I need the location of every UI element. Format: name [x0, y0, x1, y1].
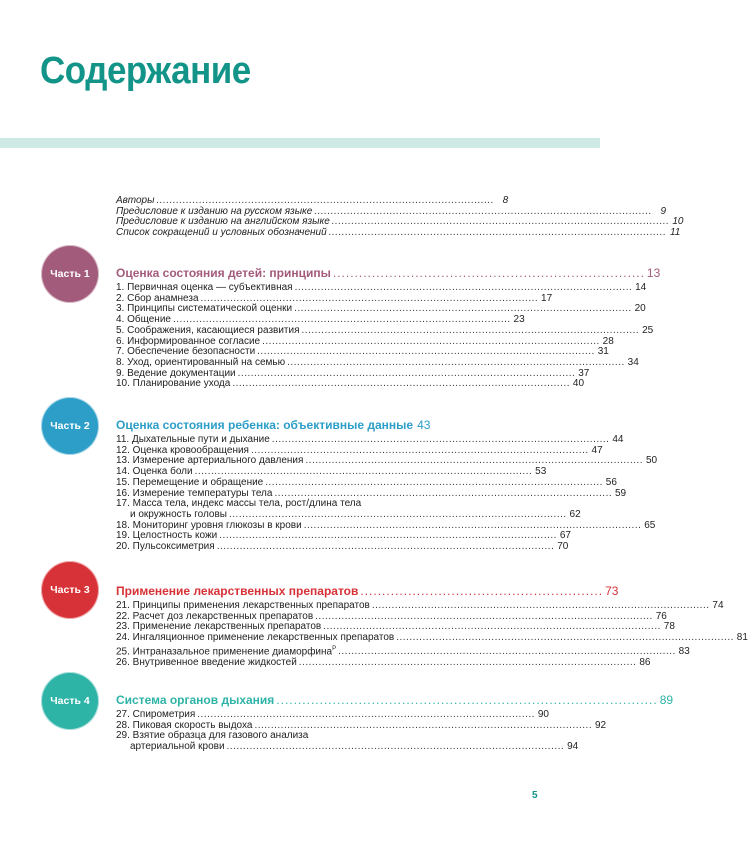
toc-entry[interactable]: 9. Ведение документации ....................................................................................................... 37: [116, 367, 590, 379]
toc-entry[interactable]: 18. Мониторинг уровня глюкозы в крови ....................................................................................................... 65: [116, 519, 656, 531]
toc-entry[interactable]: 12. Оценка кровообращения ....................................................................................................... 47: [116, 444, 603, 456]
toc-entry[interactable]: 19. Целостность кожи ....................................................................................................... 67: [116, 530, 571, 542]
toc-entry[interactable]: 1. Первичная оценка — субъективная ....................................................................................................... 14: [116, 282, 647, 293]
toc-entry[interactable]: 4. Общение ....................................................................................................... 23: [116, 314, 525, 326]
toc-entry-line1[interactable]: 29. Взятие образца для газового анализа: [116, 730, 309, 742]
title-band: [0, 138, 600, 148]
toc-entry[interactable]: 20. Пульсоксиметрия ....................................................................................................... 70: [116, 541, 569, 553]
part-3-badge[interactable]: Часть 3: [41, 561, 99, 619]
part-4-section: [116, 693, 674, 753]
toc-entry[interactable]: 27. Спирометрия ....................................................................................................... 90: [116, 709, 549, 720]
toc-entry[interactable]: Предисловие к изданию на английском языке ....................................................................................................... 10: [116, 216, 684, 228]
part-1-badge[interactable]: Часть 1: [41, 245, 99, 303]
part-3-section: [116, 584, 748, 669]
toc-entry[interactable]: 11. Дыхательные пути и дыхание ....................................................................................................... 44: [116, 434, 624, 445]
part-3-heading[interactable]: Применение лекарственных препаратов ........................................................ 73: [116, 584, 619, 598]
part-2-section: [116, 418, 658, 553]
toc-entry[interactable]: 3. Принципы систематической оценки ....................................................................................................... 20: [116, 303, 646, 315]
part-1-heading[interactable]: Оценка состояния детей: принципы ........................................................................ 13: [116, 266, 661, 280]
toc-entry[interactable]: 15. Перемещение и обращение ....................................................................................................... 56: [116, 476, 617, 488]
part-2-heading[interactable]: Оценка состояния ребенка: объективные данные 43: [116, 418, 431, 432]
toc-entry[interactable]: 8. Уход, ориентированный на семью ....................................................................................................... 34: [116, 356, 639, 368]
toc-entry[interactable]: 7. Обеспечение безопасности ....................................................................................................... 31: [116, 346, 609, 358]
toc-entry[interactable]: 24. Ингаляционное применение лекарственных препаратов ....................................................................................................... 81: [116, 632, 748, 644]
part-4-badge[interactable]: Часть 4: [41, 672, 99, 730]
toc-entry-line2[interactable]: и окружность головы ....................................................................................................... 62: [130, 508, 581, 520]
part-2-badge[interactable]: Часть 2: [41, 397, 99, 455]
page-title: Содержание: [40, 50, 251, 92]
toc-entry[interactable]: 5. Соображения, касающиеся развития ....................................................................................................... 25: [116, 324, 654, 336]
front-matter: [116, 195, 684, 239]
toc-entry[interactable]: 16. Измерение температуры тела ....................................................................................................... 59: [116, 487, 627, 499]
page-number: 5: [532, 790, 538, 801]
toc-entry[interactable]: 13. Измерение артериального давления ....................................................................................................... 50: [116, 455, 658, 467]
toc-entry[interactable]: 21. Принципы применения лекарственных препаратов ....................................................................................................... 74: [116, 600, 724, 611]
toc-entry[interactable]: 28. Пиковая скорость выдоха ....................................................................................................... 92: [116, 719, 607, 731]
toc-entry[interactable]: 6. Информированное согласие ....................................................................................................... 28: [116, 335, 614, 347]
toc-entry[interactable]: 23. Применение лекарственных препаратов ....................................................................................................... 78: [116, 621, 675, 633]
toc-entry[interactable]: 10. Планирование ухода ....................................................................................................... 40: [116, 378, 585, 390]
toc-entry-line2[interactable]: артериальной крови ....................................................................................................... 94: [130, 741, 579, 753]
toc-entry[interactable]: 26. Внутривенное введение жидкостей ....................................................................................................... 86: [116, 656, 651, 668]
toc-entry[interactable]: 2. Сбор анамнеза ....................................................................................................... 17: [116, 292, 553, 304]
toc-entry[interactable]: 22. Расчет доз лекарственных препаратов ....................................................................................................... 76: [116, 610, 667, 622]
toc-entry[interactable]: 14. Оценка боли ....................................................................................................... 53: [116, 466, 547, 478]
toc-entry-line1[interactable]: 17. Масса тела, индекс массы тела, рост/длина тела: [116, 498, 362, 510]
part-4-heading[interactable]: Система органов дыхания ........................................................................................ 89: [116, 693, 674, 707]
toc-entry[interactable]: Предисловие к изданию на русском языке ....................................................................................................... 9: [116, 205, 667, 217]
toc-entry[interactable]: 25. Интраназальное применение диаморфина$^Р$ ....................................................................................................... 83: [116, 645, 690, 658]
part-1-section: [116, 266, 661, 390]
toc-entry[interactable]: Авторы ....................................................................................................... 8: [116, 195, 509, 206]
toc-entry[interactable]: Список сокращений и условных обозначений ....................................................................................................... 11: [116, 227, 681, 239]
